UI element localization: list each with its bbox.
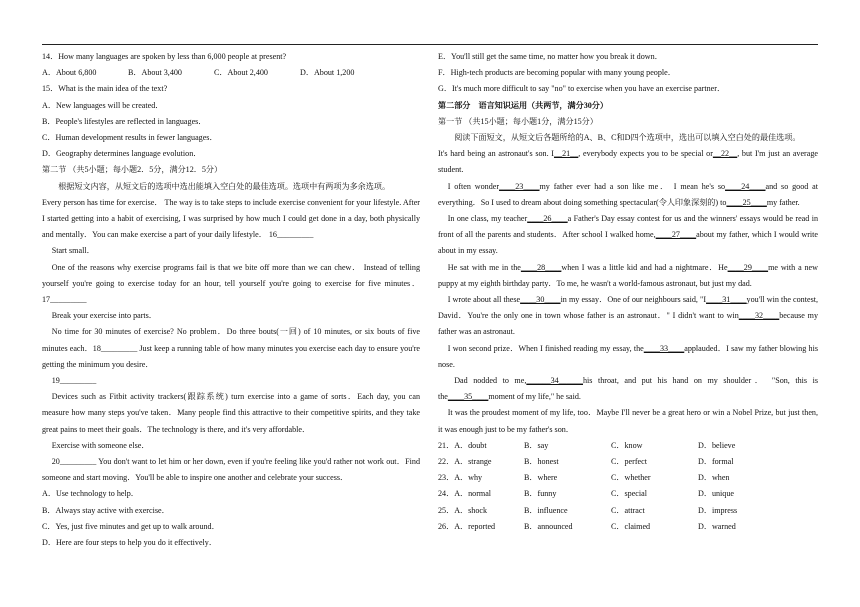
- blank-30: ____30____: [520, 295, 561, 305]
- blank-33: ____33____: [643, 343, 685, 353]
- section-title: 第二节 （共5小题；每小题2．5分，满分12．5分）: [42, 165, 223, 175]
- choice: D．believe: [698, 440, 736, 450]
- passage-paragraph: Devices such as Fitbit activity trackers(跟踪系统) turn exercise into a game of sorts．Each day, you can measure how many steps you've taken．Many people find this attractive to their competitive spirits, and they take great pains to meet their goals．The technology is there, and it's very affordable．: [42, 392, 420, 434]
- right-column: [438, 49, 818, 535]
- option: A．About 6,800: [42, 68, 97, 78]
- blank-28: ____28____: [520, 262, 562, 272]
- passage-paragraph: I wrote about all these____30____in my essay．One of our neighbours said, "I____31____you'll win the contest, David．You're the only one in town whose father is an astronaut．" I didn't want to win____32____because my father was an astronaut.: [438, 295, 818, 337]
- choice: 25．A．shock: [438, 505, 488, 515]
- option: E．You'll still get the same time, no matter how you break it down．: [438, 52, 663, 61]
- option: D．Geography determines language evolution．: [42, 149, 202, 159]
- blank-26: ____26____: [527, 214, 568, 224]
- left-column: [42, 49, 420, 551]
- blank-25: ____25____: [726, 197, 767, 207]
- passage-paragraph: No time for 30 minutes of exercise? No problem．Do three bouts(一回) of 10 minutes, or six bouts of five minutes each．18_________ Just keep a running table of how many minutes you exercise each day to ensure you're getting the minimum you desire．: [42, 327, 420, 369]
- choice: 23．A．why: [438, 473, 483, 483]
- choice: 26．A．reported: [438, 521, 496, 531]
- option: F．High-tech products are becoming popular with many young people．: [438, 68, 676, 78]
- blank-21: __21__: [553, 149, 579, 159]
- option: B．About 3,400: [128, 68, 182, 78]
- option: A．New languages will be created．: [42, 100, 164, 110]
- choice: B．honest: [524, 457, 559, 467]
- passage-paragraph: It was the proudest moment of my life, too．Maybe I'll never be a great hero or win a Nobel Prize, but just then, it was enough just to be my father's son．: [438, 408, 818, 434]
- option: G．It's much more difficult to say "no" to exercise when you have an exercise partner．: [438, 84, 726, 94]
- choice: C．perfect: [611, 457, 647, 467]
- choice: C．know: [611, 440, 643, 450]
- blank-23: ____23____: [499, 181, 540, 191]
- passage-paragraph: In one class, my teacher____26____a Father's Day essay contest for us and the winners' essays would be read in front of all the parents and students．After school I walked home,____27____about my father, which I would write about in my essay.: [438, 214, 818, 256]
- passage-paragraph: Every person has time for exercise． The way is to take steps to include exercise convenient for your lifestyle. After I started getting into a habit of exercising, I was surprised by how much I could get done in a day, both physically and mentally．You can make exercise a part of your daily lifestyle． 16_________: [42, 197, 420, 240]
- choice: D．impress: [698, 505, 738, 515]
- question-15: 15．What is the main idea of the text?: [42, 84, 168, 94]
- passage-heading: Break your exercise into parts．: [51, 311, 157, 321]
- section-instructions: 阅读下面短文，从短文后各题所给的A、B、C和D四个选项中，选出可以填入空白处的最佳选项。: [454, 133, 801, 143]
- section-instructions: 根据短文内容，从短文后的选项中选出能填入空白处的最佳选项。选项中有两项为多余选项。: [58, 181, 391, 191]
- blank-19: 19_________: [51, 376, 97, 386]
- choice: C．whether: [611, 473, 651, 483]
- blank-31: ____31____: [706, 295, 747, 305]
- passage-paragraph: 20_________ You don't want to let him or her down, even if you're feeling like you'd rather not work out．Find someone and start moving．You'll be able to inspire one another and celebrate your success．: [42, 457, 420, 483]
- blank-32: ____32____: [738, 311, 780, 321]
- option: D．Here are four steps to help you do it effectively．: [42, 538, 217, 548]
- blank-34: ______34______: [526, 376, 583, 386]
- choice: C．special: [611, 489, 647, 499]
- choice: 24．A．normal: [438, 489, 492, 499]
- passage-paragraph: I won second prize．When I finished reading my essay, the____33____applauded．I saw my father blowing his nose.: [438, 343, 818, 369]
- passage-paragraph: It's hard being an astronaut's son. I__21__, everybody expects you to be special or__22__, but I'm just an average student.: [438, 149, 818, 175]
- passage-paragraph: One of the reasons why exercise programs fail is that we bite off more than we can chew． Instead of telling yourself you're going to exercise today for an hour, tell yourself you're going to exercise for five minutes．17_________: [42, 262, 420, 305]
- choice: C．claimed: [611, 521, 651, 531]
- choice: D．when: [698, 473, 730, 483]
- option: C．Yes, just five minutes and get up to walk around．: [42, 521, 220, 531]
- header-rule: [42, 44, 818, 45]
- passage-paragraph: I often wonder____23____my father ever had a son like me． I mean he's so____24____and so good at everything．So I used to dream about doing something spectacular(令人印象深刻的) to____25____my father.: [438, 181, 818, 207]
- blank-35: ____35____: [447, 392, 489, 402]
- choice: B．announced: [524, 521, 573, 531]
- choice: D．warned: [698, 521, 736, 531]
- choice-row: [438, 503, 818, 519]
- option: B．People's lifestyles are reflected in languages．: [42, 116, 207, 126]
- choice: 22．A．strange: [438, 457, 492, 467]
- option: D．About 1,200: [300, 68, 355, 78]
- choice: B．influence: [524, 505, 568, 515]
- passage-heading: Start small．: [51, 246, 95, 256]
- passage-paragraph: Dad nodded to me,______34______his throat, and put his hand on my shoulder． "Son, this is the____35____moment of my life," he said.: [438, 376, 818, 402]
- choice: B．say: [524, 440, 549, 450]
- passage-heading: Exercise with someone else．: [51, 440, 150, 450]
- choice: D．unique: [698, 489, 734, 499]
- choice-table: [438, 438, 818, 535]
- question-14-options: [42, 65, 420, 81]
- choice: C．attract: [611, 505, 645, 515]
- option: B．Always stay active with exercise．: [42, 505, 170, 515]
- choice: B．where: [524, 473, 558, 483]
- choice: D．formal: [698, 457, 734, 467]
- part-title: 第二部分 语言知识运用（共两节，满分30分）: [438, 100, 608, 110]
- choice-row: [438, 486, 818, 502]
- option: C．About 2,400: [214, 68, 268, 78]
- choice-row: [438, 470, 818, 486]
- choice: 21．A．doubt: [438, 440, 487, 450]
- choice-row: [438, 519, 818, 535]
- blank-27: ____27____: [655, 230, 697, 240]
- choice-row: [438, 454, 818, 470]
- blank-22: __22__: [712, 149, 738, 159]
- blank-29: ____29____: [727, 262, 769, 272]
- passage-paragraph: He sat with me in the____28____when I was a little kid and had a nightmare．He____29____me with a new puppy at my eighth birthday party．To me, he wasn't a world-famous astronaut, but just my dad.: [438, 262, 818, 288]
- choice: B．funny: [524, 489, 557, 499]
- choice-row: [438, 438, 818, 454]
- option: A．Use technology to help．: [42, 489, 139, 499]
- section-title: 第一节 （共15小题；每小题1分，满分15分）: [438, 116, 598, 126]
- blank-24: ____24____: [725, 181, 766, 191]
- question-14: 14．How many languages are spoken by less than 6,000 people at present?: [42, 52, 287, 61]
- option: C．Human development results in fewer languages．: [42, 133, 218, 143]
